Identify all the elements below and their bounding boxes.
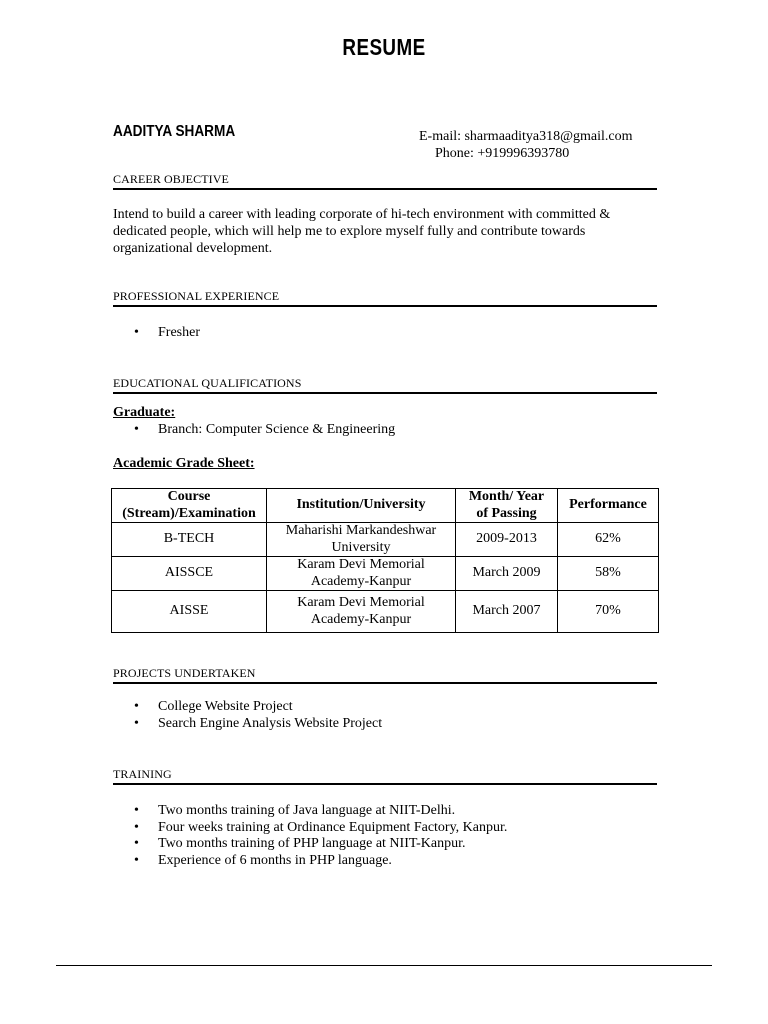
list-item: • Four weeks training at Ordinance Equipment Factory, Kanpur. — [113, 820, 507, 837]
career-objective-text — [113, 206, 613, 257]
cell-passing: March 2009 — [456, 557, 558, 591]
objective-line: dedicated people, which will help me to explore myself fully and contribute towards — [113, 224, 586, 239]
cell-course: AISSCE — [112, 557, 267, 591]
career-objective-heading: CAREER OBJECTIVE — [113, 172, 657, 190]
graduate-label: Graduate: — [113, 405, 176, 420]
graduate-list — [113, 422, 395, 439]
cell-passing: 2009-2013 — [456, 523, 558, 557]
phone-line: Phone: +919996393780 — [435, 146, 570, 161]
resume-title: RESUME — [342, 34, 426, 60]
email-line: E-mail: sharmaaditya318@gmail.com — [419, 129, 633, 144]
grade-sheet-label: Academic Grade Sheet: — [113, 456, 255, 471]
list-item: • Search Engine Analysis Website Project — [113, 716, 382, 733]
objective-line: Intend to build a career with leading corporate of hi-tech environment with committed & — [113, 207, 611, 222]
header-course: Course (Stream)/Examination — [112, 489, 267, 523]
header-performance: Performance — [558, 489, 659, 523]
cell-performance: 70% — [558, 591, 659, 633]
list-item: • Fresher — [113, 325, 200, 342]
academic-grade-table — [111, 488, 659, 633]
projects-list — [113, 699, 382, 732]
cell-institution: Maharishi Markandeshwar University — [267, 523, 456, 557]
header-institution: Institution/University — [267, 489, 456, 523]
table-row — [112, 557, 659, 591]
projects-heading: PROJECTS UNDERTAKEN — [113, 666, 657, 684]
table-header-row — [112, 489, 659, 523]
cell-course: AISSE — [112, 591, 267, 633]
training-list — [113, 803, 507, 869]
list-item: • Two months training of Java language at NIIT-Delhi. — [113, 803, 507, 820]
candidate-name: AADITYA SHARMA — [113, 123, 236, 140]
cell-institution: Karam Devi Memorial Academy-Kanpur — [267, 591, 456, 633]
cell-institution: Karam Devi Memorial Academy-Kanpur — [267, 557, 456, 591]
education-heading: EDUCATIONAL QUALIFICATIONS — [113, 376, 657, 394]
list-item: • Branch: Computer Science & Engineering — [113, 422, 395, 439]
list-item: • Two months training of PHP language at NIIT-Kanpur. — [113, 836, 507, 853]
cell-performance: 58% — [558, 557, 659, 591]
objective-line: organizational development. — [113, 241, 273, 256]
header-passing: Month/ Year of Passing — [456, 489, 558, 523]
experience-heading: PROFESSIONAL EXPERIENCE — [113, 289, 657, 307]
experience-list — [113, 325, 200, 342]
table-row — [112, 591, 659, 633]
training-heading: TRAINING — [113, 767, 657, 785]
cell-performance: 62% — [558, 523, 659, 557]
list-item: • College Website Project — [113, 699, 382, 716]
list-item: • Experience of 6 months in PHP language. — [113, 853, 507, 870]
cell-course: B-TECH — [112, 523, 267, 557]
table-row — [112, 523, 659, 557]
cell-passing: March 2007 — [456, 591, 558, 633]
footer-divider — [56, 965, 712, 966]
